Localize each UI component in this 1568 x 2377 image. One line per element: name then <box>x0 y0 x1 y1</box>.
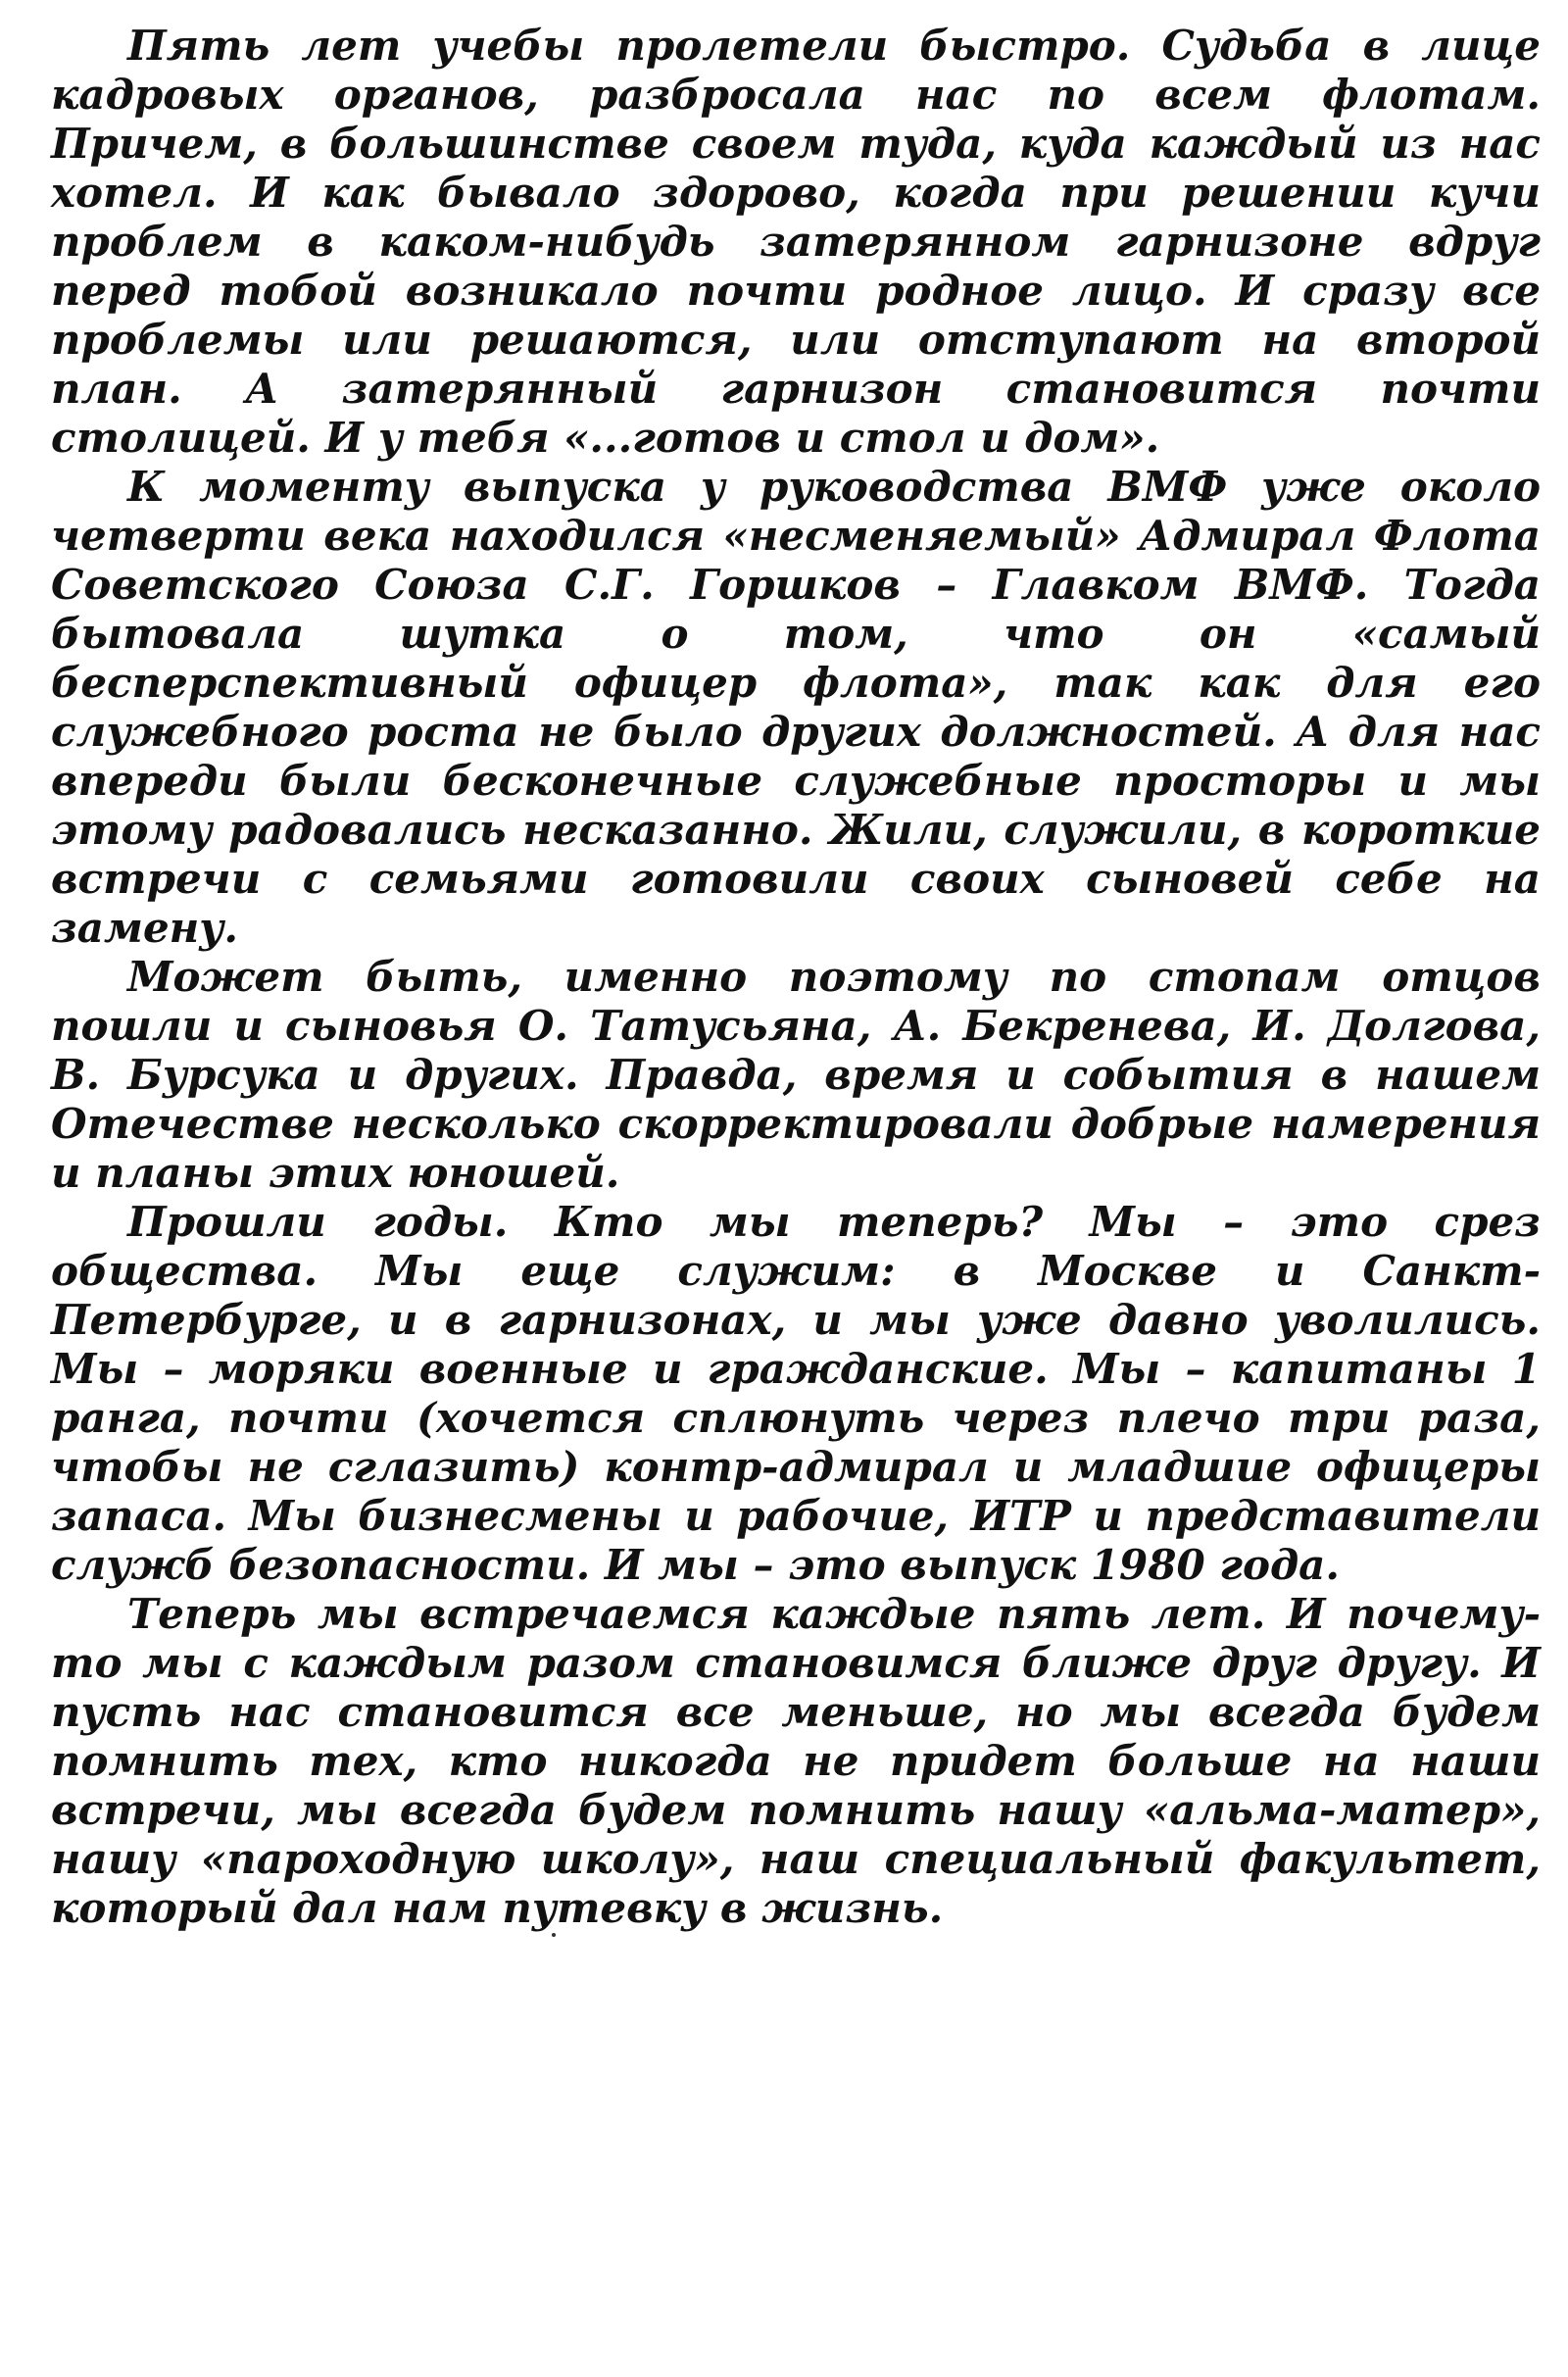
paragraph-1: Пять лет учебы пролетели быстро. Судьба в лице кадровых органов, разбросала нас по всем флотам. Причем, в большинстве своем туда, куда каждый из нас хотел. И как бывало здорово, когда при решении кучи проблем в каком-нибудь затерянном гарнизоне вдруг перед тобой возникало почти родное лицо. И сразу все проблемы или решаются, или отступают на второй план. А затерянный гарнизон становится почти столицей. И у тебя «...готов и стол и дом». <box>51 22 1541 462</box>
main-text <box>51 22 1541 1933</box>
paragraph-5: Теперь мы встречаемся каждые пять лет. И почему-то мы с каждым разом становимся ближе друг другу. И пусть нас становится все меньше, но мы всегда будем помнить тех, кто никогда не придет больше на наши встречи, мы всегда будем помнить нашу «альма-матер», нашу «пароходную школу», наш специальный факультет, который дал нам путевку в жизнь. <box>51 1590 1541 1932</box>
scan-speck <box>552 1933 556 1937</box>
paragraph-4: Прошли годы. Кто мы теперь? Мы – это срез общества. Мы еще служим: в Москве и Санкт-Петербурге, и в гарнизонах, и мы уже давно уволились. Мы – моряки военные и гражданские. Мы – капитаны 1 ранга, почти (хочется сплюнуть через плечо три раза, чтобы не сглазить) контр-адмирал и младшие офицеры запаса. Мы бизнесмены и рабочие, ИТР и представители служб безопасности. И мы – это выпуск 1980 года. <box>51 1198 1541 1589</box>
paragraph-3: Может быть, именно поэтому по стопам отцов пошли и сыновья О. Татусьяна, А. Бекренева, И. Долгова, В. Бурсука и других. Правда, время и события в нашем Отечестве несколько скорректировали добрые намерения и планы этих юношей. <box>51 953 1541 1197</box>
paragraph-2: К моменту выпуска у руководства ВМФ уже около четверти века находился «несменяемый» Адмирал Флота Советского Союза С.Г. Горшков – Главком ВМФ. Тогда бытовала шутка о том, что он «самый бесперспективный офицер флота», так как для его служебного роста не было других должностей. А для нас впереди были бесконечные служебные просторы и мы этому радовались несказанно. Жили, служили, в короткие встречи с семьями готовили своих сыновей себе на замену. <box>51 463 1541 952</box>
